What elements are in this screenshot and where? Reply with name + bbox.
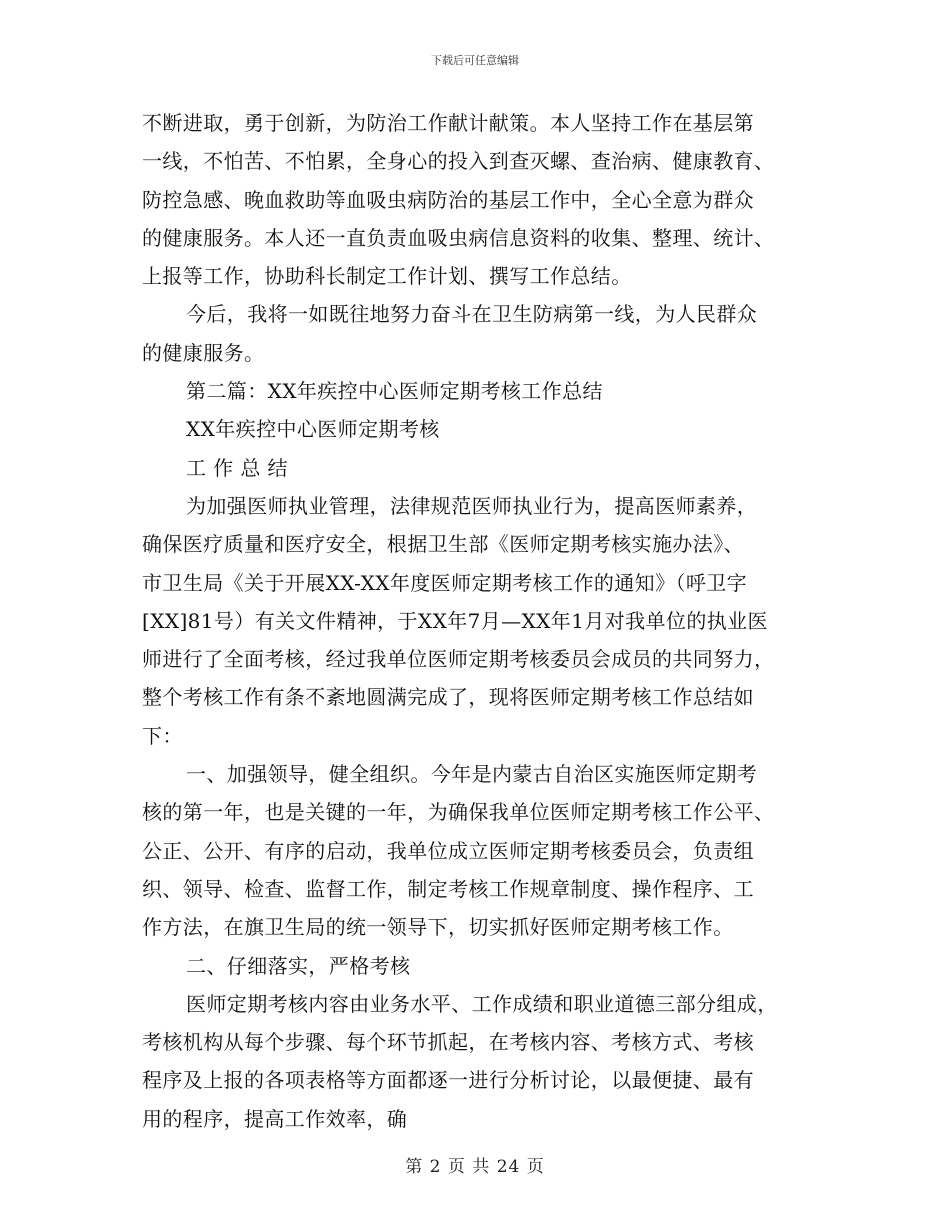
text-line: 师进行了全面考核，经过我单位医师定期考核委员会成员的共同努力， xyxy=(142,647,775,672)
text-line: 二、仔细落实，严格考核 xyxy=(186,953,411,978)
text-line: 市卫生局《关于开展XX-XX年度医师定期考核工作的通知》（呼卫字 xyxy=(142,570,748,595)
text-line: 程序及上报的各项表格等方面都逐一进行分析讨论，以最便捷、最有 xyxy=(142,1068,754,1093)
text-line: 医师定期考核内容由业务水平、工作成绩和职业道德三部分组成， xyxy=(186,991,778,1016)
text-line: 一、加强领导，健全组织。今年是内蒙古自治区实施医师定期考 xyxy=(186,762,758,787)
text-line: 一线，不怕苦、不怕累，全身心的投入到查灭螺、查治病、健康教育、 xyxy=(142,149,775,174)
text-line: [XX]81号）有关文件精神，于XX年7月—XX年1月对我单位的执业医 xyxy=(142,608,768,633)
text-line: 公正、公开、有序的启动，我单位成立医师定期考核委员会，负责组 xyxy=(142,838,754,863)
text-line: 整个考核工作有条不紊地圆满完成了，现将医师定期考核工作总结如 xyxy=(142,685,754,710)
text-line: 不断进取，勇于创新，为防治工作献计献策。本人坚持工作在基层第 xyxy=(142,111,754,135)
text-line: 防控急感、晚血救助等血吸虫病防治的基层工作中，全心全意为群众 xyxy=(142,187,754,212)
text-line: 上报等工作，协助科长制定工作计划、撰写工作总结。 xyxy=(142,264,632,289)
text-line: 织、领导、检查、监督工作，制定考核工作规章制度、操作程序、工 xyxy=(142,876,754,901)
page-footer: 第 2 页 共 24 页 xyxy=(405,1157,545,1177)
text-line: XX年疾控中心医师定期考核 xyxy=(186,417,440,442)
text-line: 的健康服务。本人还一直负责血吸虫病信息资料的收集、整理、统计、 xyxy=(142,225,775,250)
text-line: 确保医疗质量和医疗安全，根据卫生部《医师定期考核实施办法》、 xyxy=(142,532,744,557)
text-line: 核的第一年，也是关键的一年，为确保我单位医师定期考核工作公平、 xyxy=(142,800,775,825)
document-body xyxy=(142,104,814,1138)
text-line: 下： xyxy=(142,723,183,748)
text-line: 作方法，在旗卫生局的统一领导下，切实抓好医师定期考核工作。 xyxy=(142,915,734,940)
text-line: 今后，我将一如既往地努力奋斗在卫生防病第一线，为人民群众 xyxy=(186,302,758,327)
text-line: 为加强医师执业管理，法律规范医师执业行为，提高医师素养， xyxy=(186,493,758,518)
text-line: 第二篇：XX年疾控中心医师定期考核工作总结 xyxy=(186,379,603,404)
text-line: 的健康服务。 xyxy=(142,340,265,365)
page-header: 下载后可任意编辑 xyxy=(431,54,519,67)
text-line: 考核机构从每个步骤、每个环节抓起，在考核内容、考核方式、考核 xyxy=(142,1030,754,1055)
text-line: 工 作 总 结 xyxy=(186,455,288,480)
text-line: 用的程序，提高工作效率，确 xyxy=(142,1106,408,1131)
